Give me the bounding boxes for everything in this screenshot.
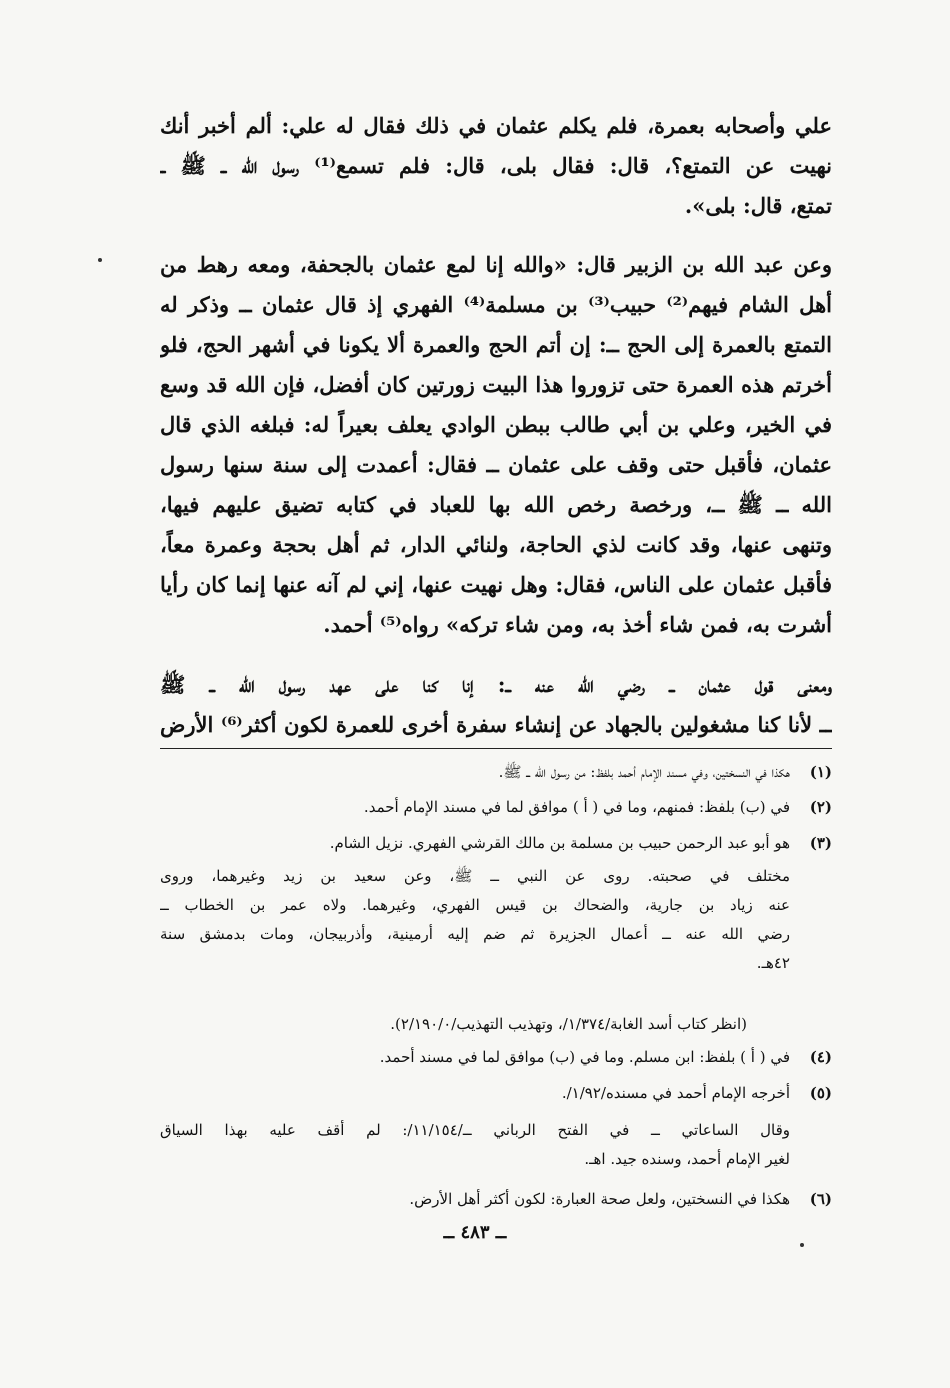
footnote-6 — [160, 1185, 832, 1214]
text-line: التمتع بالعمرة إلى الحج ــ: إن أتم الحج والعمرة ألا يكونا في أشهر الحج، فلو — [160, 332, 832, 357]
text-line: أشرت به، فمن شاء أخذ به، ومن شاء تركه» رواه⁽⁵⁾ أحمد. — [323, 612, 832, 637]
footnote-text: أخرجه الإمام أحمد في مسنده/١/٩٢/. — [561, 1084, 790, 1102]
paragraph-1 — [160, 106, 832, 226]
footnote-3-continuation — [160, 862, 790, 978]
footnote-5 — [160, 1079, 832, 1108]
text-line: الله ــ ﷺ ــ، ورخصة رخص الله بها للعباد في كتابه تضيق عليهم فيها، — [160, 492, 832, 517]
text-line: وتنهى عنها، وقد كانت لذي الحاجة، ولنائي الدار، ثم أهل بحجة وعمرة معاً، — [160, 532, 832, 557]
footnote-line: وقال الساعاتي ــ في الفتح الرباني ــ/١١/١٥٤/: لم أقف عليه بهذا السياق — [160, 1121, 790, 1139]
footnote-4 — [160, 1043, 832, 1072]
footnote-1 — [160, 758, 832, 787]
scan-speck — [98, 258, 102, 262]
text-line: في الخير، وعلي بن أبي طالب ببطن الوادي يعلف بعيراً له: فبلغه الذي قال — [160, 412, 832, 437]
footnote-3 — [160, 829, 832, 858]
footnote-text: في ( أ ) بلفظ: ابن مسلم. وما في (ب) موافق لما في مسند أحمد. — [379, 1048, 790, 1066]
footnote-number: (٦) — [809, 1190, 832, 1208]
text-line: أهل الشام فيهم⁽²⁾ حبيب⁽³⁾ بن مسلمة⁽⁴⁾ الفهري إذ قال عثمان ــ وذكر له — [160, 292, 832, 317]
footnote-line: ٤٢هـ. — [756, 954, 790, 972]
footnote-separator — [160, 748, 832, 749]
footnote-number: (٥) — [809, 1084, 832, 1102]
footnote-reference: (انظر كتاب أسد الغابة/١/٣٧٤/، وتهذيب التهذيب/٢/١٩٠/٠). — [390, 1015, 747, 1033]
footnote-text: هكذا في النسختين، ولعل صحة العبارة: لكون أكثر أهل الأرض. — [409, 1190, 790, 1208]
footnote-line: لغير الإمام أحمد، وسنده جيد. اهـ. — [584, 1150, 790, 1168]
page-number: ــ ٤٨٣ ــ — [443, 1222, 507, 1243]
footnote-line: عنه زياد بن جارية، والضحاك بن قيس الفهري، وغيرهما. ولاه عمر بن الخطاب ــ — [160, 896, 790, 914]
footnote-5-continuation — [160, 1116, 790, 1174]
text-line: أخرتم هذه العمرة حتى تزوروا هذا البيت زورتين كان أفضل، فإن الله قد وسع — [160, 372, 832, 397]
paragraph-2 — [160, 245, 832, 645]
footnote-line: مختلف في صحبته. روى عن النبي ــ ﷺ، وعن سعيد بن زيد وغيرهما، وروى — [160, 867, 790, 885]
footnote-3-reference — [160, 1010, 832, 1039]
text-line: علي وأصحابه بعمرة، فلم يكلم عثمان في ذلك فقال له علي: ألم أخبر أنك — [160, 113, 832, 138]
text-line: ــ لأنا كنا مشغولين بالجهاد عن إنشاء سفرة أخرى للعمرة لكون أكثر⁽⁶⁾ الأرض — [160, 712, 832, 737]
footnote-text: في (ب) بلفظ: فمنهم، وما في ( أ ) موافق لما في مسند الإمام أحمد. — [363, 798, 790, 816]
text-line: ومعنى قول عثمان ــ رضي الله عنه ــ: إنا كنا على عهد رسول الله ــ ﷺ — [160, 672, 832, 697]
text-line: نهيت عن التمتع؟، قال: فقال بلى، قال: فلم تسمع⁽¹⁾ رسول الله ــ ﷺ ــ — [160, 153, 832, 178]
text-line: عثمان، فأقبل حتى وقف على عثمان ــ فقال: أعمدت إلى سنة سنها رسول — [160, 452, 832, 477]
footnote-2 — [160, 793, 832, 822]
footnote-number: (٤) — [809, 1048, 832, 1066]
scan-speck — [800, 1243, 804, 1247]
footnote-text: هكذا في النسختين، وفي مسند الإمام أحمد بلفظ: من رسول الله ــ ﷺ. — [498, 763, 790, 781]
footnote-number: (٣) — [809, 834, 832, 852]
paragraph-3 — [160, 665, 832, 745]
footnote-text: هو أبو عبد الرحمن حبيب بن مسلمة بن مالك القرشي الفهري. نزيل الشام. — [329, 834, 790, 852]
footnote-number: (١) — [809, 763, 832, 781]
text-line: فأقبل عثمان على الناس، فقال: وهل نهيت عنها، إني لم آنه عنها إنما كان رأيا — [160, 572, 832, 597]
text-line: تمتع، قال: بلى». — [684, 193, 832, 218]
footnote-line: رضي الله عنه ــ أعمال الجزيرة ثم ضم إليه أرمينية، وأذربيجان، ومات بدمشق سنة — [160, 925, 790, 943]
text-line: وعن عبد الله بن الزبير قال: «والله إنا لمع عثمان بالجحفة، ومعه رهط من — [160, 252, 832, 277]
footnote-number: (٢) — [809, 798, 832, 816]
